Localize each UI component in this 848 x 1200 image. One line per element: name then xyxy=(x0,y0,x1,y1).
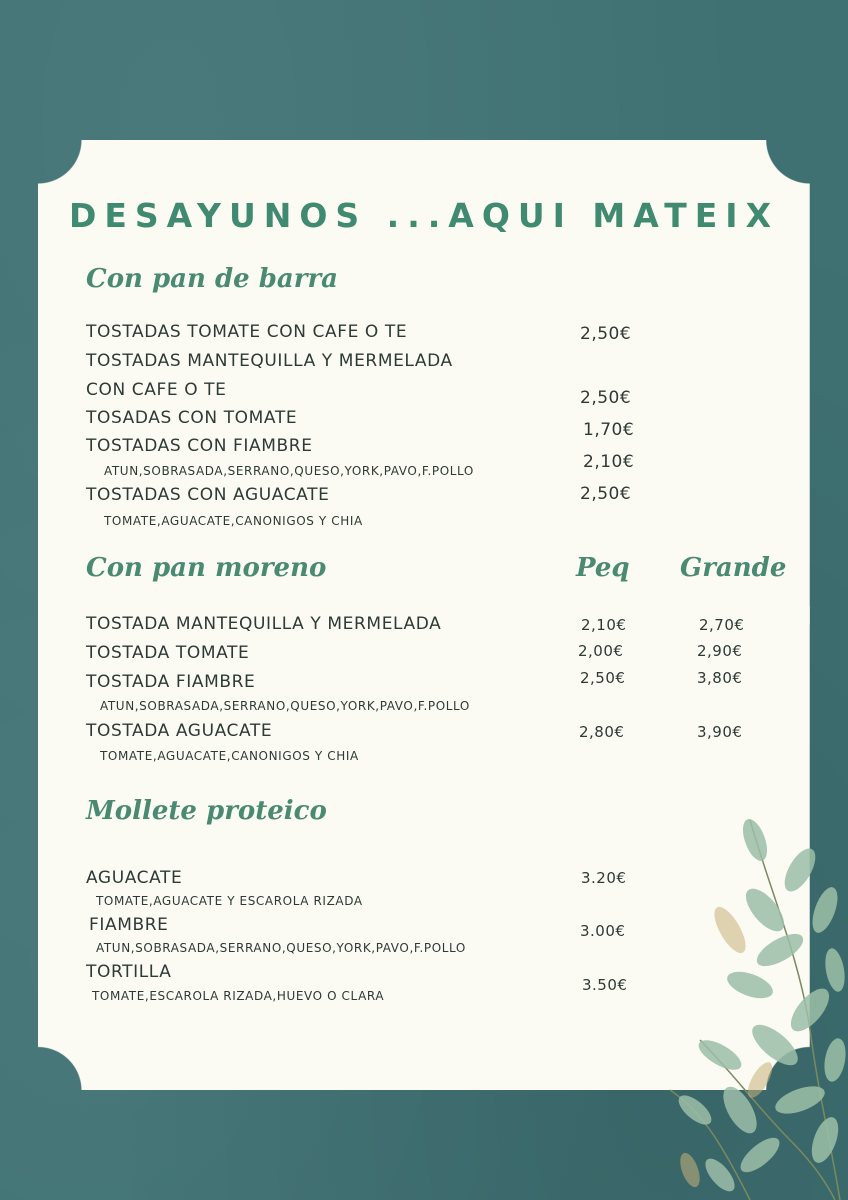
menu-item: TOSTADA AGUACATE xyxy=(86,721,273,741)
menu-item-description: TOMATE,AGUACATE,CANONIGOS Y CHIA xyxy=(104,514,363,528)
menu-item: TOSTADA TOMATE xyxy=(86,643,250,663)
menu-item-description: TOMATE,ESCAROLA RIZADA,HUEVO O CLARA xyxy=(92,989,385,1003)
section-heading-pan-de-barra: Con pan de barra xyxy=(86,264,339,294)
price-grande: 3,80€ xyxy=(697,669,743,687)
price-peq: 2,80€ xyxy=(579,723,625,741)
section-heading-mollete-proteico: Mollete proteico xyxy=(86,796,327,826)
section-heading-pan-moreno: Con pan moreno xyxy=(86,553,327,583)
menu-item: TOSADAS CON TOMATE xyxy=(86,408,298,428)
price: 2,50€ xyxy=(580,484,632,504)
menu-item: TORTILLA xyxy=(86,962,172,982)
menu-item-description: ATUN,SOBRASADA,SERRANO,QUESO,YORK,PAVO,F.POLLO xyxy=(100,699,470,713)
menu-item-description: ATUN,SOBRASADA,SERRANO,QUESO,YORK,PAVO,F.POLLO xyxy=(96,941,466,955)
menu-item: TOSTADA FIAMBRE xyxy=(86,672,256,692)
price: 2,50€ xyxy=(580,388,632,408)
menu-item: CON CAFE O TE xyxy=(86,380,227,400)
price: 2,50€ xyxy=(580,324,632,344)
price-grande: 2,70€ xyxy=(699,616,745,634)
price: 2,10€ xyxy=(583,452,635,472)
menu-item: TOSTADAS CON AGUACATE xyxy=(86,485,330,505)
menu-item: TOSTADAS TOMATE CON CAFE O TE xyxy=(86,322,408,342)
price: 1,70€ xyxy=(583,420,635,440)
price-grande: 2,90€ xyxy=(697,642,743,660)
menu-item: TOSTADAS MANTEQUILLA Y MERMELADA xyxy=(86,351,453,371)
column-header-peq: Peq xyxy=(576,553,630,583)
price: 3.20€ xyxy=(581,869,627,887)
price-peq: 2,50€ xyxy=(580,669,626,687)
menu-item: TOSTADAS CON FIAMBRE xyxy=(86,436,313,456)
price: 3.00€ xyxy=(580,922,626,940)
menu-item-description: ATUN,SOBRASADA,SERRANO,QUESO,YORK,PAVO,F.POLLO xyxy=(104,464,474,478)
menu-item: TOSTADA MANTEQUILLA Y MERMELADA xyxy=(86,614,442,634)
price-peq: 2,00€ xyxy=(578,642,624,660)
menu-item: AGUACATE xyxy=(86,868,183,888)
column-header-grande: Grande xyxy=(680,553,787,583)
price-grande: 3,90€ xyxy=(697,723,743,741)
price-peq: 2,10€ xyxy=(581,616,627,634)
menu-item-description: TOMATE,AGUACATE Y ESCAROLA RIZADA xyxy=(96,894,363,908)
eucalyptus-leaves-icon xyxy=(660,810,848,1200)
menu-item: FIAMBRE xyxy=(89,915,169,935)
price: 3.50€ xyxy=(582,976,628,994)
menu-title: DESAYUNOS ...AQUI MATEIX xyxy=(68,196,780,235)
menu-item-description: TOMATE,AGUACATE,CANONIGOS Y CHIA xyxy=(100,749,359,763)
